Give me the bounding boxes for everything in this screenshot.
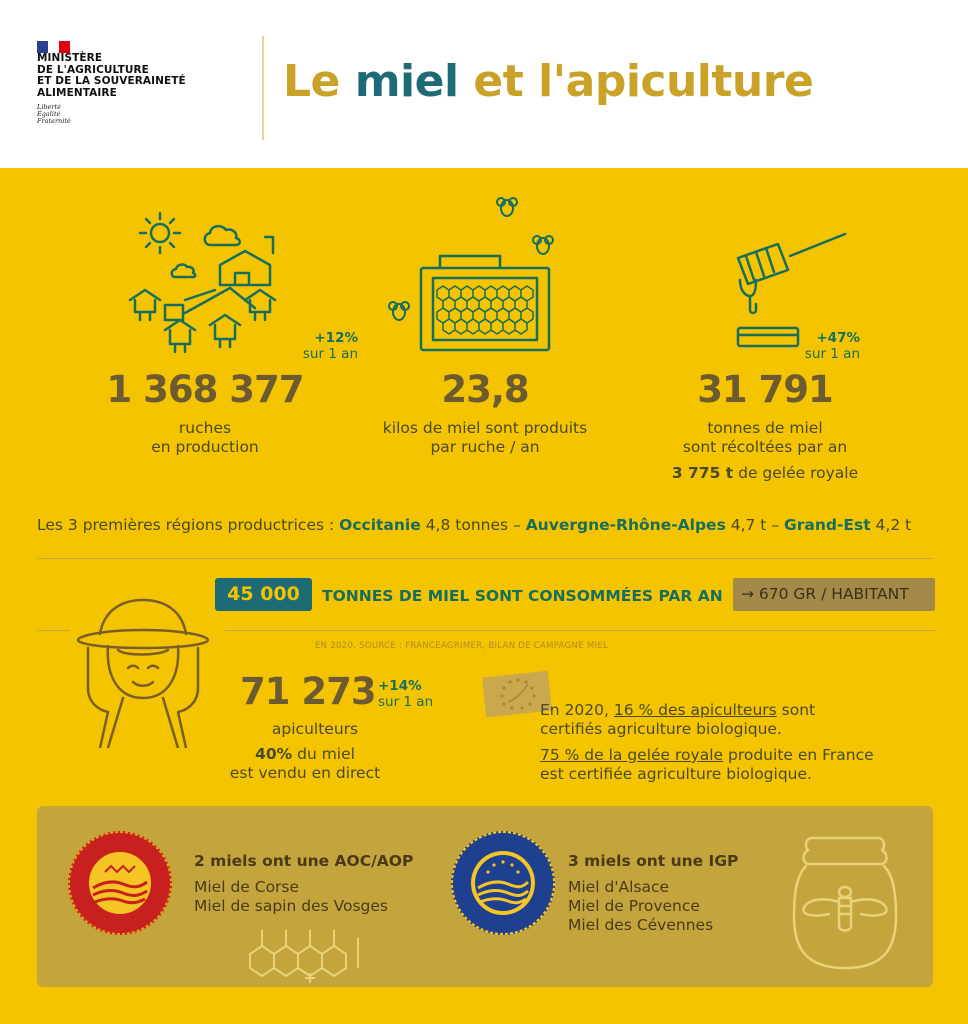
organic-royal-jelly: 75 % de la gelée royale produite en France est certifiée agriculture biologique.	[540, 746, 874, 783]
honey-jar-icon	[790, 832, 900, 974]
beekeeper-icon	[68, 598, 218, 748]
aop-title: 2 miels ont une AOC/AOP	[194, 852, 414, 870]
per-hive-value: 23,8	[441, 368, 529, 411]
list-item: Miel de sapin des Vosges	[194, 897, 389, 915]
igp-title: 3 miels ont une IGP	[568, 852, 739, 870]
divider-line	[37, 558, 933, 559]
marianne-flag-icon	[37, 38, 70, 50]
tonnes-value: 31 791	[697, 368, 833, 411]
direct-sales: 40% du miel est vendu en direct	[229, 745, 381, 782]
hives-change: +12% sur 1 an	[302, 330, 358, 362]
list-item: Miel des Cévennes	[568, 916, 714, 934]
list-item: Miel d'Alsace	[568, 878, 670, 896]
aop-seal-icon	[65, 828, 175, 938]
per-inhabitant: → 670 GR / HABITANT	[733, 578, 935, 611]
tonnes-label: tonnes de miel sont récoltées par an	[682, 419, 848, 456]
honeycomb-frame-icon	[385, 190, 560, 355]
consumption-label: TONNES DE MIEL SONT CONSOMMÉES PAR AN	[322, 587, 723, 605]
beekeepers-label: apiculteurs	[271, 720, 359, 738]
page-title: Le miel et l'apiculture	[283, 56, 814, 107]
list-item: Miel de Provence	[568, 897, 700, 915]
republic-motto: Liberté Égalité Fraternité	[37, 103, 71, 125]
source-note: EN 2020. SOURCE : FRANCEAGRIMER, BILAN DE CAMPAGNE MIEL	[315, 641, 608, 651]
divider-line-right	[225, 630, 935, 631]
organic-beekeepers: En 2020, 16 % des apiculteurs sont certifiés agriculture biologique.	[540, 701, 816, 738]
aop-list	[194, 878, 388, 916]
hives-value: 1 368 377	[106, 368, 304, 411]
header	[0, 0, 968, 168]
ministry-name: MINISTÈRE DE L'AGRICULTURE ET DE LA SOUVERAINETÉ ALIMENTAIRE	[37, 52, 186, 99]
igp-list	[568, 878, 713, 935]
beekeepers-change: +14% sur 1 an	[378, 678, 434, 710]
list-item: Miel de Corse	[194, 878, 300, 896]
hives-label: ruches en production	[151, 419, 259, 456]
honeycomb-decor-icon	[240, 930, 370, 987]
hive-landscape-icon	[125, 205, 285, 355]
tonnes-change: +47% sur 1 an	[804, 330, 860, 362]
consumption-value: 45 000	[215, 578, 312, 611]
header-divider	[262, 36, 264, 140]
igp-seal-icon	[448, 828, 558, 938]
top-regions: Les 3 premières régions productrices : Occitanie 4,8 tonnes – Auvergne-Rhône-Alpes 4,7 t – Grand-Est 4,2 t	[37, 516, 912, 534]
beekeepers-value: 71 273	[240, 670, 376, 713]
divider-line-left	[37, 630, 70, 631]
royal-jelly-stat: 3 775 t de gelée royale	[671, 464, 859, 482]
per-hive-label: kilos de miel sont produits par ruche / an	[382, 419, 588, 456]
